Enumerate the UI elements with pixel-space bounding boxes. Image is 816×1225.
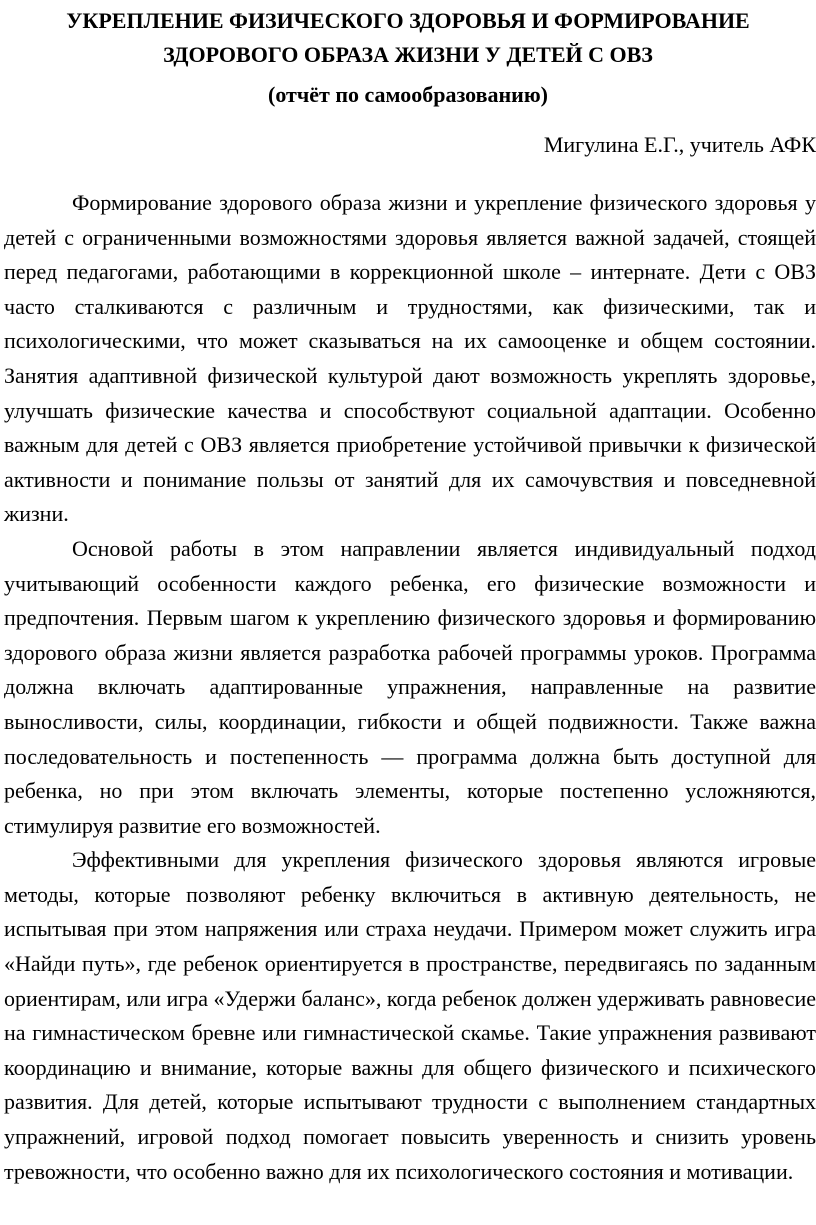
document-body bbox=[4, 186, 816, 1189]
paragraph-3: Эффективными для укрепления физического здоровья являются игровые методы, которые позволяют ребенку включиться в активную деятельность, не испытывая при этом напряжения или страха неудачи. Примером может служить игра «Найди путь», где ребенок ориентируется в пространстве, передвигаясь по заданным ориентирам, или игра «Удержи баланс», когда ребенок должен удерживать равновесие на гимнастическом бревне или гимнастической скамье. Такие упражнения развивают координацию и внимание, которые важны для общего физического и психического развития. Для детей, которые испытывают трудности с выполнением стандартных упражнений, игровой подход помогает повысить уверенность и снизить уровень тревожности, что особенно важно для их психологического состояния и мотивации. bbox=[4, 847, 816, 1184]
paragraph-1: Формирование здорового образа жизни и укрепление физического здоровья у детей с ограниченными возможностями здоровья является важной задачей, стоящей перед педагогами, работающими в коррекционной школе – интернате. Дети с ОВЗ часто сталкиваются с различным и трудностями, как физическими, так и психологическими, что может сказываться на их самооценке и общем состоянии. Занятия адаптивной физической культурой дают возможность укреплять здоровье, улучшать физические качества и способствуют социальной адаптации. Особенно важным для детей с ОВЗ является приобретение устойчивой привычки к физической активности и понимание пользы от занятий для их самочувствия и повседневной жизни. bbox=[4, 190, 816, 527]
document-title: УКРЕПЛЕНИЕ ФИЗИЧЕСКОГО ЗДОРОВЬЯ И ФОРМИРОВАНИЕ ЗДОРОВОГО ОБРАЗА ЖИЗНИ У ДЕТЕЙ С ОВЗ bbox=[66, 8, 750, 67]
author-line: Мигулина Е.Г., учитель АФК bbox=[543, 132, 816, 157]
document-subtitle: (отчёт по самообразованию) bbox=[268, 82, 548, 107]
paragraph-2: Основой работы в этом направлении является индивидуальный подход учитывающий особенности каждого ребенка, его физические возможности и предпочтения. Первым шагом к укреплению физического здоровья и формированию здорового образа жизни является разработка рабочей программы уроков. Программа должна включать адаптированные упражнения, направленные на развитие выносливости, силы, координации, гибкости и общей подвижности. Также важна последовательность и постепенность — программа должна быть доступной для ребенка, но при этом включать элементы, которые постепенно усложняются, стимулируя развитие его возможностей. bbox=[4, 535, 816, 838]
